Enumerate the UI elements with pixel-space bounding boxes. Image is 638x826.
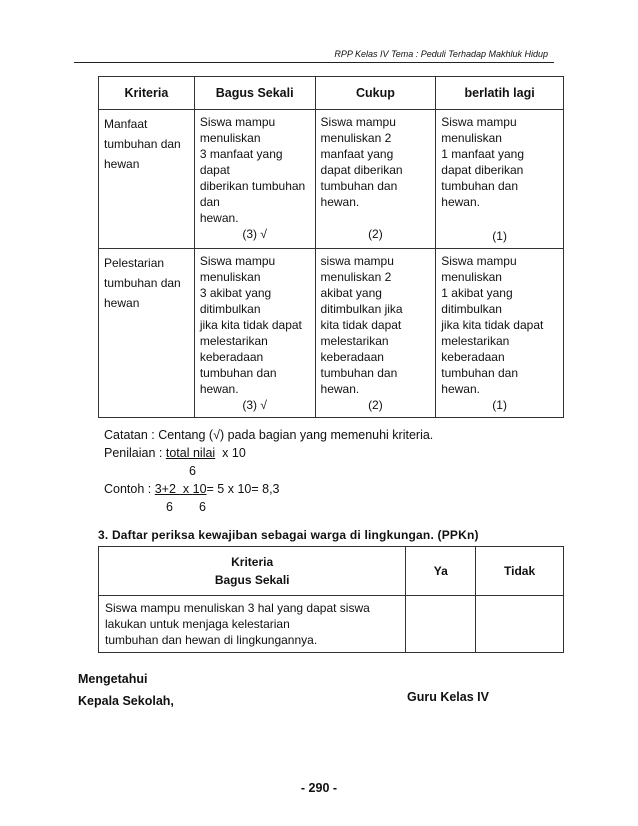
col-header-bagus-sekali: Bagus Sekali — [194, 77, 315, 110]
col-header-berlatih-lagi: berlatih lagi — [436, 77, 564, 110]
text-line: 3 akibat yang — [199, 286, 272, 300]
text-line: hewan. — [441, 195, 480, 209]
contoh-num2: 10 — [192, 482, 207, 496]
text-line: hewan. — [320, 195, 360, 209]
text-line: menuliskan 2 — [320, 270, 392, 284]
text-line: 3 manfaat yang — [199, 147, 283, 161]
penilaian-line — [104, 444, 433, 462]
col-header-kriteria: Kriteria — [99, 77, 195, 110]
berlatih-cell — [436, 249, 564, 418]
penilaian-formula: total nilai — [165, 446, 216, 460]
text-line: tumbuhan dan — [320, 366, 398, 380]
contoh-denominators — [104, 498, 433, 516]
contoh-den2: 6 — [198, 500, 206, 514]
text-line: Siswa mampu — [199, 115, 276, 129]
text-line: hewan. — [199, 211, 239, 225]
text-line: ditimbulkan — [441, 302, 502, 316]
text-line: dapat — [199, 163, 230, 177]
text-line: dapat diberikan — [441, 163, 524, 177]
text-line: keberadaan — [320, 350, 384, 364]
text-line: ditimbulkan — [199, 302, 261, 316]
contoh-line — [104, 480, 433, 498]
col-header-cukup: Cukup — [315, 77, 436, 110]
contoh-suffix: = 5 x 10= 8,3 — [206, 482, 280, 496]
text-line: 1 akibat yang — [441, 286, 513, 300]
scoring-notes — [104, 426, 433, 516]
checklist-tidak-header: Tidak — [476, 547, 564, 596]
text-line: menuliskan — [441, 131, 502, 145]
text-line: hewan. — [199, 382, 239, 396]
text-line: menuliskan — [441, 270, 502, 284]
checklist-ya-cell — [406, 596, 476, 653]
page-number: - 290 - — [300, 781, 338, 795]
text-line: tumbuhan dan hewan di lingkungannya. — [105, 633, 318, 647]
catatan-line: Catatan : Centang (√) pada bagian yang memenuhi kriteria. — [104, 428, 434, 442]
score-label: (3) √ — [242, 227, 267, 241]
text-line: keberadaan — [441, 350, 505, 364]
text-line: menuliskan — [199, 270, 261, 284]
berlatih-cell — [436, 110, 564, 249]
penilaian-prefix: Penilaian : — [104, 446, 166, 460]
text-line: Siswa mampu — [441, 115, 517, 129]
text-line: Siswa mampu — [441, 254, 517, 268]
text-line: tumbuhan dan — [104, 137, 181, 151]
table-row — [99, 596, 564, 653]
text-line: kita tidak dapat — [320, 318, 402, 332]
score-label: (1) — [492, 229, 507, 243]
text-line: keberadaan — [199, 350, 264, 364]
text-line: melestarikan — [441, 334, 510, 348]
checklist-criteria-header — [99, 547, 406, 596]
text-line: dan — [199, 195, 220, 209]
section-3-title: 3. Daftar periksa kewajiban sebagai warga di lingkungan. (PPKn) — [98, 528, 479, 542]
text-line: tumbuhan dan — [441, 179, 518, 193]
text-line: hewan — [104, 296, 140, 310]
text-line: Bagus Sekali — [214, 573, 290, 587]
text-line: tumbuhan dan — [441, 366, 518, 380]
guru-kelas-label: Guru Kelas IV — [407, 690, 489, 704]
text-line: diberikan tumbuhan — [199, 179, 306, 193]
checklist-ya-header: Ya — [406, 547, 476, 596]
contoh-num1: 3+2 — [154, 482, 180, 496]
text-line: hewan. — [320, 382, 360, 396]
checklist-criteria-cell — [99, 596, 406, 653]
score-label: (3) √ — [242, 398, 267, 412]
text-line: Siswa mampu — [320, 115, 396, 129]
table-row — [99, 249, 564, 418]
text-line: tumbuhan dan — [320, 179, 398, 193]
text-line: dapat diberikan — [320, 163, 403, 177]
cukup-cell — [315, 249, 436, 418]
text-line: hewan — [104, 157, 140, 171]
contoh-den1: 6 — [166, 500, 173, 514]
text-line: jika kita tidak dapat — [441, 318, 544, 332]
text-line: tumbuhan dan — [199, 366, 277, 380]
text-line: Manfaat — [104, 117, 148, 131]
score-label: (1) — [492, 398, 507, 412]
mengetahui-label: Mengetahui — [78, 672, 148, 686]
text-line: siswa mampu — [320, 254, 394, 268]
bagus-cell — [194, 110, 315, 249]
text-line: Kriteria — [231, 555, 274, 569]
contoh-mid: x — [179, 482, 193, 496]
contoh-prefix: Contoh : — [104, 482, 155, 496]
bagus-cell — [194, 249, 315, 418]
score-label: (2) — [368, 398, 383, 412]
table-row — [99, 110, 564, 249]
text-line: tumbuhan dan — [104, 276, 181, 290]
signature-left — [78, 668, 174, 712]
rubric-header-row — [99, 77, 564, 110]
score-label: (2) — [368, 227, 383, 241]
text-line: 1 manfaat yang — [441, 147, 524, 161]
text-line: melestarikan — [320, 334, 389, 348]
text-line: menuliskan 2 — [320, 131, 392, 145]
text-line: Pelestarian — [104, 256, 165, 270]
text-line: jika kita tidak dapat — [199, 318, 302, 332]
text-line: Siswa mampu — [199, 254, 276, 268]
text-line: ditimbulkan jika — [320, 302, 403, 316]
assessment-rubric-table — [98, 76, 564, 418]
criteria-cell — [99, 249, 195, 418]
text-line: manfaat yang — [320, 147, 394, 161]
text-line: hewan. — [441, 382, 480, 396]
text-line: lakukan untuk menjaga kelestarian — [105, 617, 290, 631]
penilaian-suffix: x 10 — [215, 446, 246, 460]
cukup-cell — [315, 110, 436, 249]
running-header: RPP Kelas IV Tema : Peduli Terhadap Makhluk Hidup — [334, 49, 548, 59]
penilaian-denominator: 6 — [189, 464, 196, 478]
criteria-cell — [99, 110, 195, 249]
text-line: akibat yang — [320, 286, 382, 300]
kepala-sekolah-label: Kepala Sekolah, — [78, 694, 174, 708]
checklist-header-row — [99, 547, 564, 596]
checklist-tidak-cell — [476, 596, 564, 653]
header-rule — [74, 62, 554, 63]
checklist-table — [98, 546, 564, 653]
text-line: menuliskan — [199, 131, 261, 145]
text-line: melestarikan — [199, 334, 268, 348]
text-line: Siswa mampu menuliskan 3 hal yang dapat siswa — [105, 601, 370, 615]
